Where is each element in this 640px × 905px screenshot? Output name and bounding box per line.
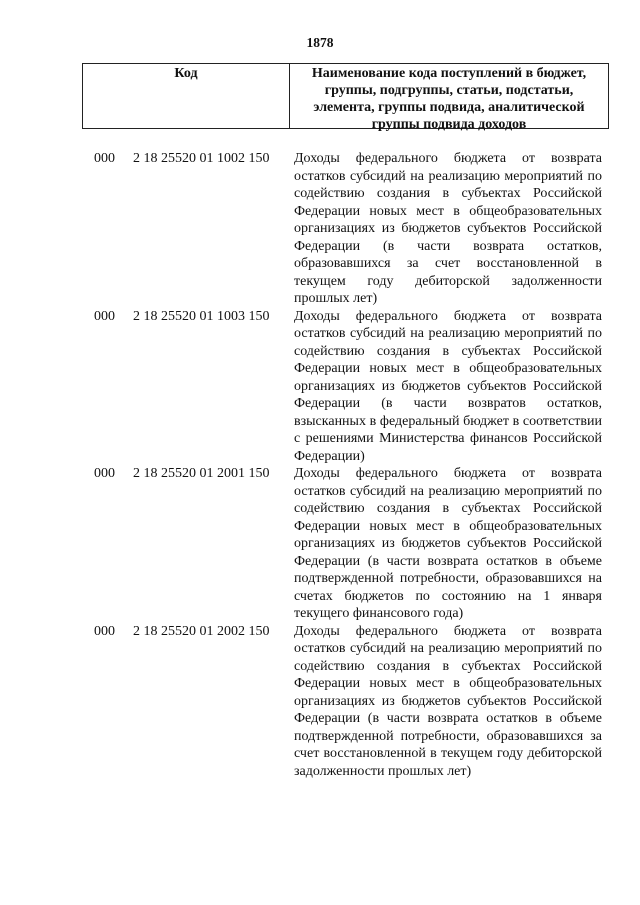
income-description: Доходы федерального бюджета от возврата остатков субсидий на реализацию мероприятий по содействию создания в субъектах Российской Федерации новых мест в общеобразовательных организациях из бюджетов субъектов Российской Федерации (в части возвратов остатков, взысканных в федеральный бюджет в соответствии с решениями Министерства финансов Российской Федерации) bbox=[294, 308, 602, 464]
income-code: 2 18 25520 01 1002 150 bbox=[133, 151, 270, 166]
admin-code: 000 bbox=[94, 308, 115, 324]
table-header bbox=[82, 63, 609, 132]
admin-code: 000 bbox=[94, 623, 115, 639]
table-row bbox=[0, 623, 640, 781]
table-row bbox=[0, 465, 640, 623]
admin-code: 000 bbox=[94, 151, 115, 166]
admin-code: 000 bbox=[94, 466, 115, 481]
name-column-header: Наименование кода поступлений в бюджет, группы, подгруппы, статьи, подстатьи, элемента, группы подвида, аналитической группы подвида доходов bbox=[311, 66, 587, 132]
income-description: Доходы федерального бюджета от возврата остатков субсидий на реализацию мероприятий по содействию создания в субъектах Российской Федерации новых мест в общеобразовательных организациях из бюджетов субъектов Российской Федерации (в части возврата остатков в объеме подтвержденной потребности, образовавшихся за счет восстановленной в текущем году дебиторской задолженности прошлых лет) bbox=[294, 623, 602, 779]
income-description: Доходы федерального бюджета от возврата остатков субсидий на реализацию мероприятий по содействию создания в субъектах Российской Федерации новых мест в общеобразовательных организациях из бюджетов субъектов Российской Федерации (в части возврата остатков, образовавшихся за счет восстановленной в текущем году дебиторской задолженности прошлых лет) bbox=[294, 151, 602, 306]
table-body bbox=[0, 150, 640, 780]
income-description: Доходы федерального бюджета от возврата остатков субсидий на реализацию мероприятий по содействию создания в субъектах Российской Федерации новых мест в общеобразовательных организациях из бюджетов субъектов Российской Федерации (в части возврата остатков в объеме подтвержденной потребности, образовавшихся на счетах бюджетов по состоянию на 1 января текущего финансового года) bbox=[294, 466, 602, 621]
code-column-header: Код bbox=[83, 64, 290, 128]
table-row bbox=[0, 150, 640, 308]
income-code: 2 18 25520 01 2001 150 bbox=[133, 466, 270, 481]
page-number: 1878 bbox=[306, 35, 334, 50]
income-code: 2 18 25520 01 1003 150 bbox=[133, 308, 270, 324]
income-code: 2 18 25520 01 2002 150 bbox=[133, 623, 270, 639]
table-row bbox=[0, 308, 640, 466]
